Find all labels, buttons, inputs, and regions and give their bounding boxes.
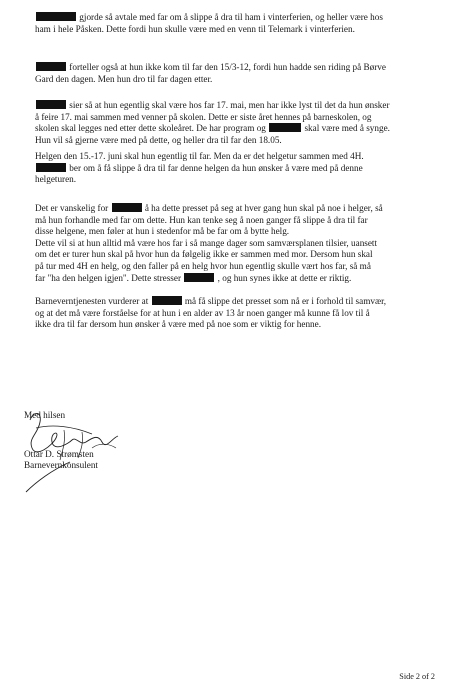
text-line xyxy=(35,135,427,147)
text-segment: far "ha den helgen igjen". Dette stresser xyxy=(35,272,182,283)
text-line xyxy=(35,308,427,320)
text-segment: sier så at hun egentlig skal være hos far 17. mai, men har ikke lyst til det da hun ønsker xyxy=(69,100,390,110)
text-line xyxy=(35,24,427,36)
redaction-bar xyxy=(36,163,66,172)
text-segment: å ha dette presset på seg at hver gang hun skal på noe i helger, så xyxy=(144,203,383,213)
text-segment: og at det må være forståelse for at hun i en alder av 13 år noen ganger må kunne få lov til å xyxy=(35,307,370,318)
text-line xyxy=(35,123,427,135)
text-segment: Gard den dagen. Men hun dro til far dagen etter. xyxy=(35,73,213,84)
paragraph xyxy=(35,151,427,186)
redaction-bar xyxy=(184,273,214,282)
text-segment: forteller også at hun ikke kom til far den 15/3-12, fordi hun hadde sen riding på Børve xyxy=(69,62,386,72)
text-segment: Hun vil så gjerne være med på dette, og heller dra til far den 18.05. xyxy=(35,134,282,145)
redaction-bar xyxy=(36,100,66,109)
paragraph xyxy=(35,62,427,85)
text-segment: ham i hele Påsken. Dette fordi hun skulle være med en venn til Telemark i vinterferien. xyxy=(35,23,355,34)
paragraph xyxy=(35,296,427,331)
text-segment: Dette vil si at hun alltid må være hos far i så mange dager som samværsplanen tilsier, uansett xyxy=(35,237,378,248)
text-segment: gjorde så avtale med far om å slippe å dra til ham i vinterferien, og heller være hos xyxy=(79,12,383,22)
text-line xyxy=(35,226,427,238)
signer-title: Barnevernkonsulent xyxy=(24,460,98,470)
redaction-bar xyxy=(152,296,182,305)
text-segment: Barneverntjenesten vurderer at xyxy=(35,296,149,306)
text-segment: Det er vanskelig for xyxy=(35,203,109,213)
text-line xyxy=(35,273,427,285)
page-number: Side 2 of 2 xyxy=(399,672,435,681)
text-segment: ikke dra til far dersom hun ønsker å være med på noe som er viktig for henne. xyxy=(35,319,322,330)
closing-text: Med hilsen xyxy=(24,410,66,420)
text-line xyxy=(35,261,427,273)
text-line xyxy=(35,215,427,227)
signer-name: Ottar D. Strømsten xyxy=(24,449,94,459)
text-segment: på tur med 4H en helg, og den faller på en helg hvor hun egentlig skulle vært hos far, så må xyxy=(35,260,371,271)
paragraph xyxy=(35,203,427,284)
text-segment: ber om å få slippe å dra til far denne helgen da hun ønsker å være med på denne xyxy=(69,162,363,173)
text-line xyxy=(35,151,427,163)
text-line xyxy=(35,319,427,331)
text-segment: helgeturen. xyxy=(35,174,77,185)
paragraph xyxy=(35,12,427,35)
text-segment: disse helgene, men føler at hun i stedenfor må be far om å bytte helg. xyxy=(35,226,290,237)
redaction-bar xyxy=(112,203,142,212)
text-line xyxy=(35,163,427,175)
text-line xyxy=(35,100,427,112)
paragraph xyxy=(35,100,427,146)
text-segment: , og hun synes ikke at dette er riktig. xyxy=(217,272,352,283)
redaction-bar xyxy=(269,123,301,132)
redaction-bar xyxy=(36,12,76,21)
text-line xyxy=(35,238,427,250)
text-segment: Helgen den 15.-17. juni skal hun egentlig til far. Men da er det helgetur sammen med 4H. xyxy=(35,151,364,161)
redaction-bar xyxy=(36,62,66,71)
text-line xyxy=(35,62,427,74)
text-segment: må hun forhandle med far om dette. Hun kan tenke seg å noen ganger få slippe å dra til far xyxy=(35,214,368,225)
text-line xyxy=(35,12,427,24)
text-segment: må få slippe det presset som nå er i forhold til samvær, xyxy=(184,296,387,306)
text-line xyxy=(35,296,427,308)
text-segment: skal være med å synge. xyxy=(304,123,390,134)
text-line xyxy=(35,203,427,215)
text-line xyxy=(35,249,427,261)
text-line xyxy=(35,74,427,86)
text-line xyxy=(35,112,427,124)
text-line xyxy=(35,174,427,186)
text-segment: om det er turer hun skal på hvor hun da følgelig ikke er sammen med mor. Dersom hun skal xyxy=(35,249,373,260)
text-segment: å feire 17. mai sammen med venner på skolen. Dette er siste året hennes på barneskolen, og xyxy=(35,111,372,122)
text-segment: skolen skal legges ned etter dette skoleåret. De har program og xyxy=(35,123,266,134)
